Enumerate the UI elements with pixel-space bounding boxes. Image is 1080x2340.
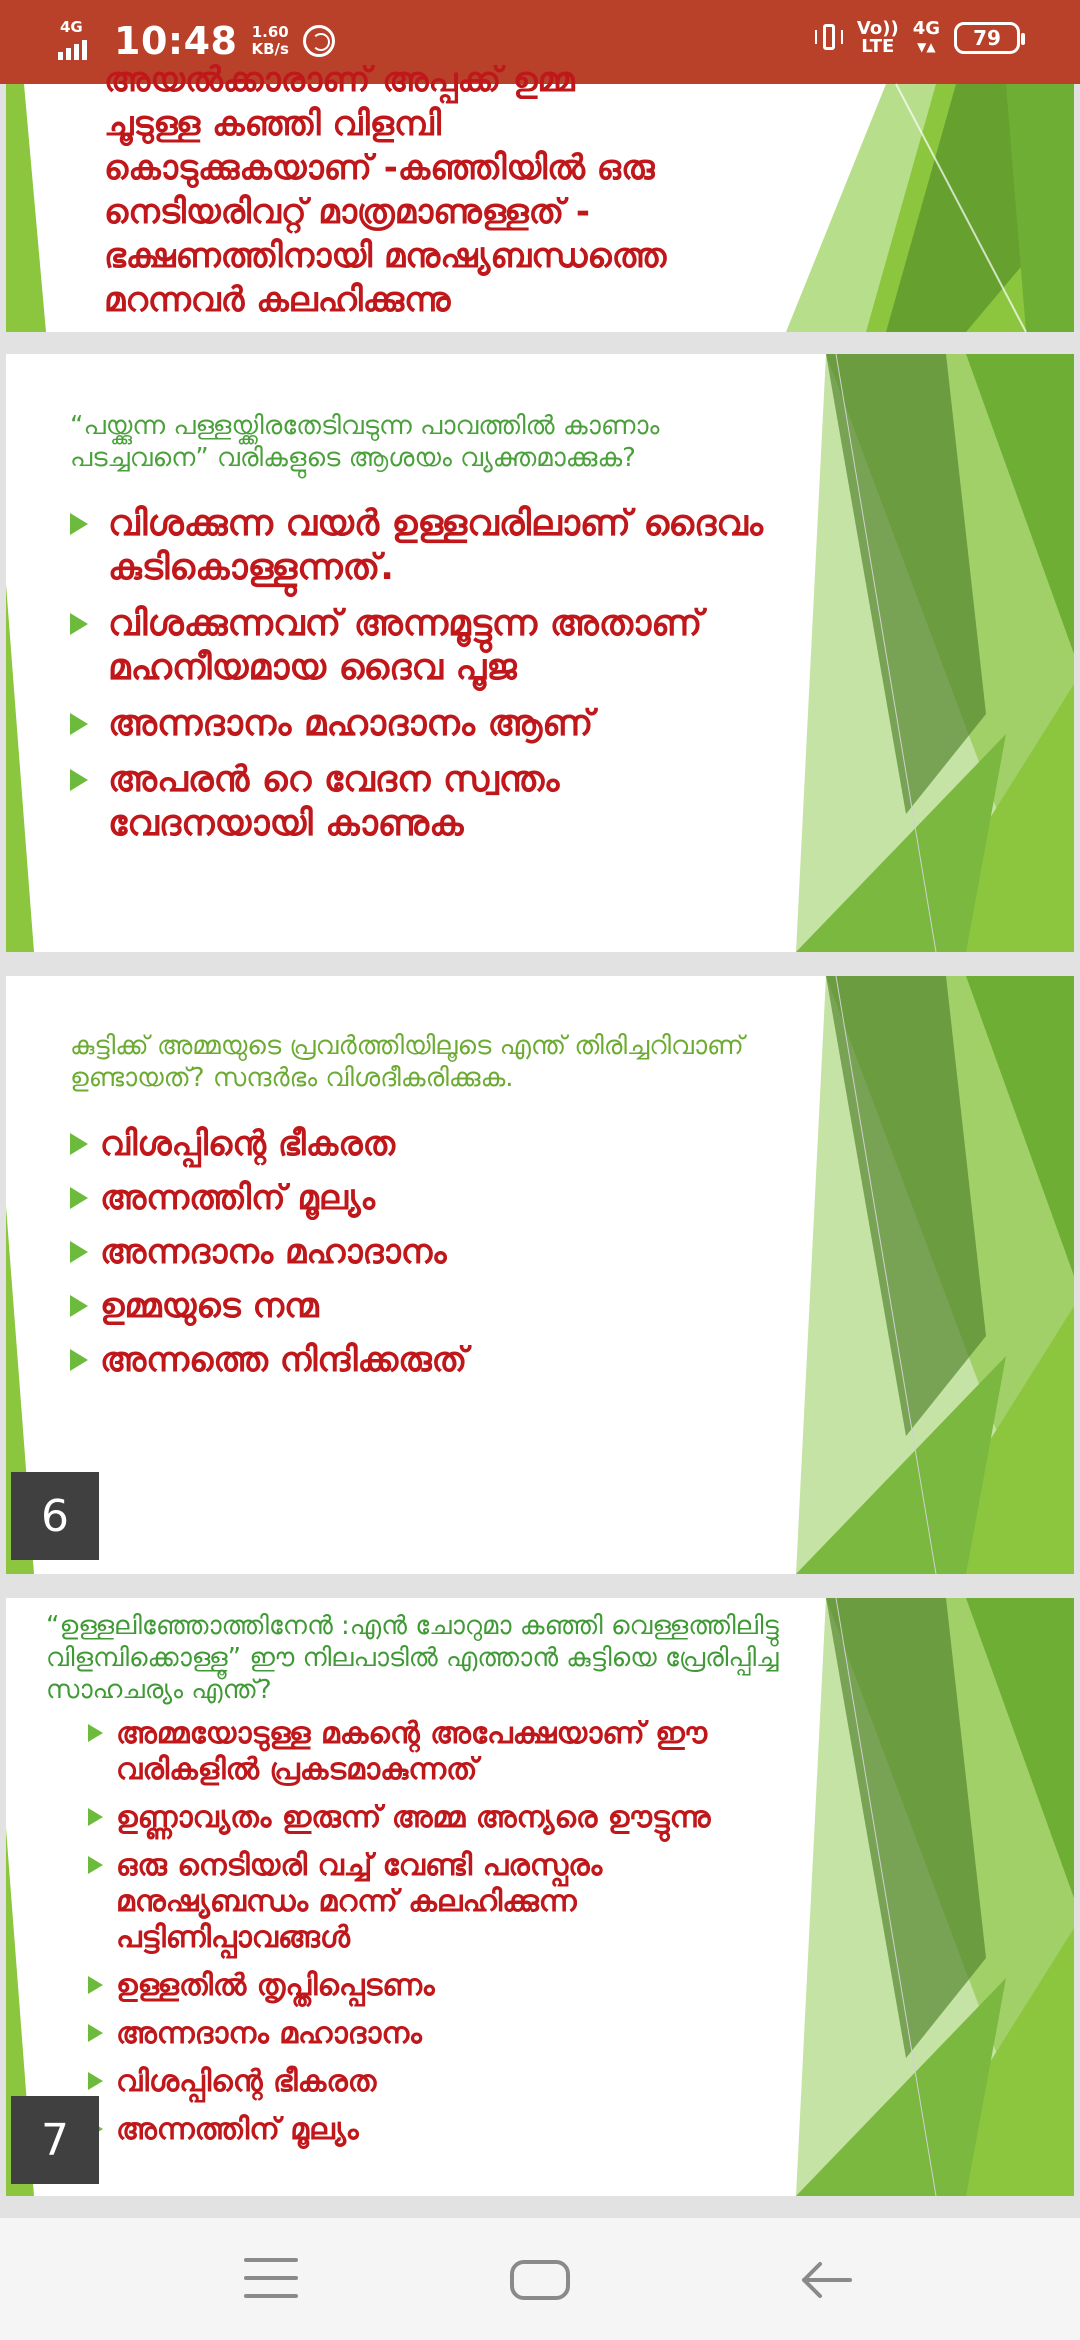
slide-5[interactable]	[6, 354, 1074, 952]
clock: 10:48	[114, 19, 238, 63]
slide-4-body	[104, 58, 804, 322]
bullet-arrow-icon	[88, 2072, 103, 2090]
whatsapp-icon	[303, 25, 335, 57]
list-item: ഉണ്ണാവ്യതം ഇരുന്ന് അമ്മ അന്യരെ ഊട്ടുന്നു	[88, 1800, 786, 1836]
slide-6-bullets	[70, 1124, 750, 1380]
bullet-arrow-icon	[70, 1241, 88, 1263]
slide-number: 6	[11, 1472, 99, 1560]
bullet-arrow-icon	[70, 713, 88, 735]
list-item: അന്നത്തിന് മൂല്യം	[88, 2112, 786, 2148]
bullet-arrow-icon	[70, 769, 88, 791]
volte-bottom-label: LTE	[861, 36, 895, 57]
cellular-signal-icon	[58, 18, 102, 64]
navigation-bar	[0, 2218, 1080, 2340]
list-item: അപരൻ റെ വേദന സ്വന്തം വേദനയായി കാണുക	[70, 758, 770, 846]
bullet-arrow-icon	[70, 1133, 88, 1155]
slide-4-line: ചൂടുള്ള കഞ്ഞി വിളമ്പി	[104, 104, 442, 144]
list-item: അന്നദാനം മഹാദാനം	[70, 1232, 750, 1272]
bullet-arrow-icon	[88, 2024, 103, 2042]
slide-7[interactable]	[6, 1598, 1074, 2196]
list-item: അന്നത്തിന് മൂല്യം	[70, 1178, 750, 1218]
slide-4-line: ഭക്ഷണത്തിനായി മനുഷ്യബന്ധത്തെ	[104, 236, 667, 276]
speed-value: 1.60	[251, 23, 289, 41]
home-icon[interactable]	[510, 2260, 570, 2300]
volte-top-label: Vo))	[856, 18, 899, 39]
slide-6-question: കുട്ടിക്ക് അമ്മയുടെ പ്രവർത്തിയിലൂടെ എന്ത് തിരിച്ചറിവാണ് ഉണ്ടായത്? സന്ദർഭം വിശദീകരിക്കുക.	[70, 1031, 744, 1093]
network-speed	[251, 24, 288, 58]
slide-5-bullets	[70, 502, 770, 846]
list-item: വിശപ്പിന്റെ ഭീകരത	[70, 1124, 750, 1164]
list-item: അന്നദാനം മഹാദാനം ആണ്	[70, 702, 770, 746]
list-item: ഉള്ളതിൽ തൃപ്തിപ്പെടണം	[88, 1968, 786, 2004]
menu-icon[interactable]	[244, 2258, 298, 2298]
slide-6[interactable]	[6, 976, 1074, 1574]
bullet-arrow-icon	[88, 1856, 103, 1874]
battery-icon	[954, 22, 1020, 54]
vibrate-icon	[815, 20, 843, 56]
list-item: ഒരു നെടിയരി വച്ച് വേണ്ടി പരസ്പരം മനുഷ്യബന്ധം മറന്ന് കലഹിക്കുന്ന പട്ടിണിപ്പാവങ്ങൾ	[88, 1848, 786, 1956]
list-item: വിശക്കുന്ന വയർ ഉള്ളവരിലാണ് ദൈവം കുടികൊള്ളുന്നത്.	[70, 502, 770, 590]
list-item: ഉമ്മയുടെ നന്മ	[70, 1286, 750, 1326]
slide-6-content	[70, 1030, 750, 1380]
list-item: വിശക്കുന്നവന് അന്നമൂട്ടുന്ന അതാണ് മഹനീയമായ ദൈവ പൂജ	[70, 602, 770, 690]
slide-7-question: “ഉള്ളലിഞ്ഞോത്തിനേൻ :എൻ ചോറുമാ കഞ്ഞി വെള്ളത്തിലിട്ടു വിളമ്പിക്കൊള്ളൂ” ഈ നിലപാടിൽ എത്താൻ കുട്ടിയെ പ്രേരിപ്പിച്ച സാഹചര്യം എന്ത്?	[46, 1611, 779, 1705]
slide-4-partial[interactable]	[6, 60, 1074, 332]
back-icon[interactable]	[798, 2260, 854, 2300]
data-icon: 4G ▼▲	[912, 18, 940, 54]
slide-4-line: മറന്നവർ കലഹിക്കുന്നു	[104, 280, 451, 320]
bullet-arrow-icon	[70, 613, 88, 635]
bullet-arrow-icon	[88, 1808, 103, 1826]
bullet-arrow-icon	[70, 1349, 88, 1371]
list-item: അന്നദാനം മഹാദാനം	[88, 2016, 786, 2052]
battery-level: 79	[973, 26, 1001, 50]
bullet-arrow-icon	[70, 513, 88, 535]
slide-7-content	[46, 1610, 786, 2148]
slide-5-question: “പയ്ക്കുന്ന പള്ളയ്ക്കിരതേടിവടുന്ന പാവത്തിൽ കാണാം പടച്ചവനെ” വരികളുടെ ആശയം വ്യക്തമാക്കുക?	[70, 411, 660, 473]
slide-4-line: കൊടുക്കുകയാണ് -കഞ്ഞിയിൽ ഒരു	[104, 148, 655, 188]
data-type-label: 4G	[912, 18, 940, 39]
slide-7-bullets	[88, 1716, 786, 2148]
slide-4-line: അയൽക്കാരാണ് അപ്പക്ക് ഉമ്മ	[104, 60, 575, 100]
list-item: വിശപ്പിന്റെ ഭീകരത	[88, 2064, 786, 2100]
volte-icon	[857, 20, 899, 56]
network-type-label: 4G	[60, 18, 83, 36]
bullet-arrow-icon	[70, 1295, 88, 1317]
bullet-arrow-icon	[88, 1724, 103, 1742]
slide-4-line: നെടിയരിവറ്റ് മാത്രമാണുള്ളത് -	[104, 192, 591, 232]
list-item: അമ്മയോടുള്ള മകന്റെ അപേക്ഷയാണ് ഈ വരികളിൽ പ്രകടമാകുന്നത്	[88, 1716, 786, 1788]
slide-5-content	[70, 410, 770, 846]
bullet-arrow-icon	[88, 1976, 103, 1994]
list-item: അന്നത്തെ നിന്ദിക്കരുത്	[70, 1340, 750, 1380]
slide-number: 7	[11, 2096, 99, 2184]
bullet-arrow-icon	[70, 1187, 88, 1209]
speed-unit: KB/s	[251, 40, 289, 58]
